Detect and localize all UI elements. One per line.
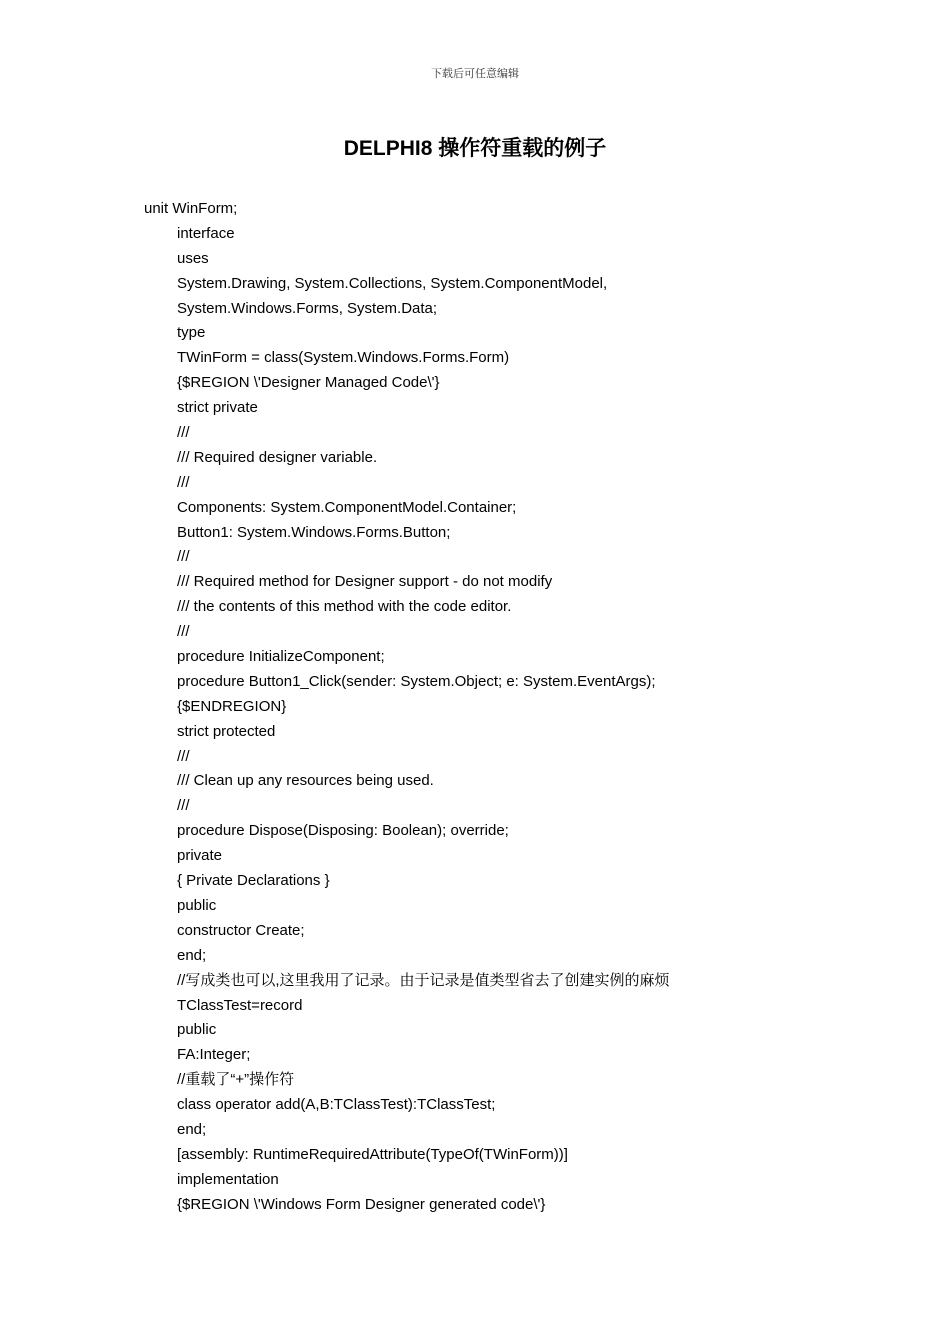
code-line: constructor Create; [177, 921, 305, 939]
code-line: /// [177, 623, 190, 641]
code-line: System.Drawing, System.Collections, System.ComponentModel, [177, 274, 608, 292]
code-line: end; [177, 946, 207, 964]
code-line: interface [177, 224, 235, 242]
document-title: DELPHI8 操作符重载的例子 [343, 137, 607, 160]
code-line: /// Required method for Designer support - do not modify [177, 573, 553, 591]
code-line: implementation [177, 1170, 279, 1188]
code-line: Button1: System.Windows.Forms.Button; [177, 523, 451, 541]
code-line: type [177, 324, 206, 342]
code-line: /// [177, 424, 190, 442]
code-line: end; [177, 1120, 207, 1138]
code-line: System.Windows.Forms, System.Data; [177, 299, 438, 317]
code-line: strict private [177, 399, 258, 417]
code-line: private [177, 847, 223, 865]
code-line: public [177, 1021, 217, 1039]
code-line: {$ENDREGION} [177, 697, 287, 715]
code-line: FA:Integer; [177, 1046, 251, 1064]
code-line: unit WinForm; [144, 200, 238, 217]
code-line: /// [177, 548, 190, 566]
header-note: 下载后可任意编辑 [431, 67, 519, 80]
code-line: [assembly: RuntimeRequiredAttribute(TypeOf(TWinForm))] [177, 1145, 568, 1163]
code-line: /// Clean up any resources being used. [177, 772, 434, 790]
code-listing [144, 197, 884, 1218]
code-line: uses [177, 249, 209, 267]
code-line: public [177, 896, 217, 914]
code-line: /// [177, 797, 190, 815]
code-line: procedure Button1_Click(sender: System.Object; e: System.EventArgs); [177, 672, 656, 690]
code-line: { Private Declarations } [177, 872, 330, 890]
code-line: TWinForm = class(System.Windows.Forms.Form) [177, 349, 510, 367]
code-line: //重载了“+”操作符 [177, 1071, 295, 1089]
code-line: strict protected [177, 722, 276, 740]
code-line: /// [177, 473, 190, 491]
code-line: TClassTest=record [177, 996, 303, 1014]
code-line: Components: System.ComponentModel.Container; [177, 498, 517, 516]
code-line: {$REGION \'Windows Form Designer generated code\'} [177, 1195, 546, 1213]
code-line: class operator add(A,B:TClassTest):TClassTest; [177, 1096, 496, 1114]
code-line: /// the contents of this method with the code editor. [177, 598, 512, 616]
code-line: procedure Dispose(Disposing: Boolean); override; [177, 822, 509, 840]
code-line: {$REGION \'Designer Managed Code\'} [177, 374, 440, 392]
code-line: /// Required designer variable. [177, 448, 378, 466]
code-line: /// [177, 747, 190, 765]
code-line: procedure InitializeComponent; [177, 648, 385, 666]
code-line: //写成类也可以,这里我用了记录。由于记录是值类型省去了创建实例的麻烦 [177, 971, 670, 989]
